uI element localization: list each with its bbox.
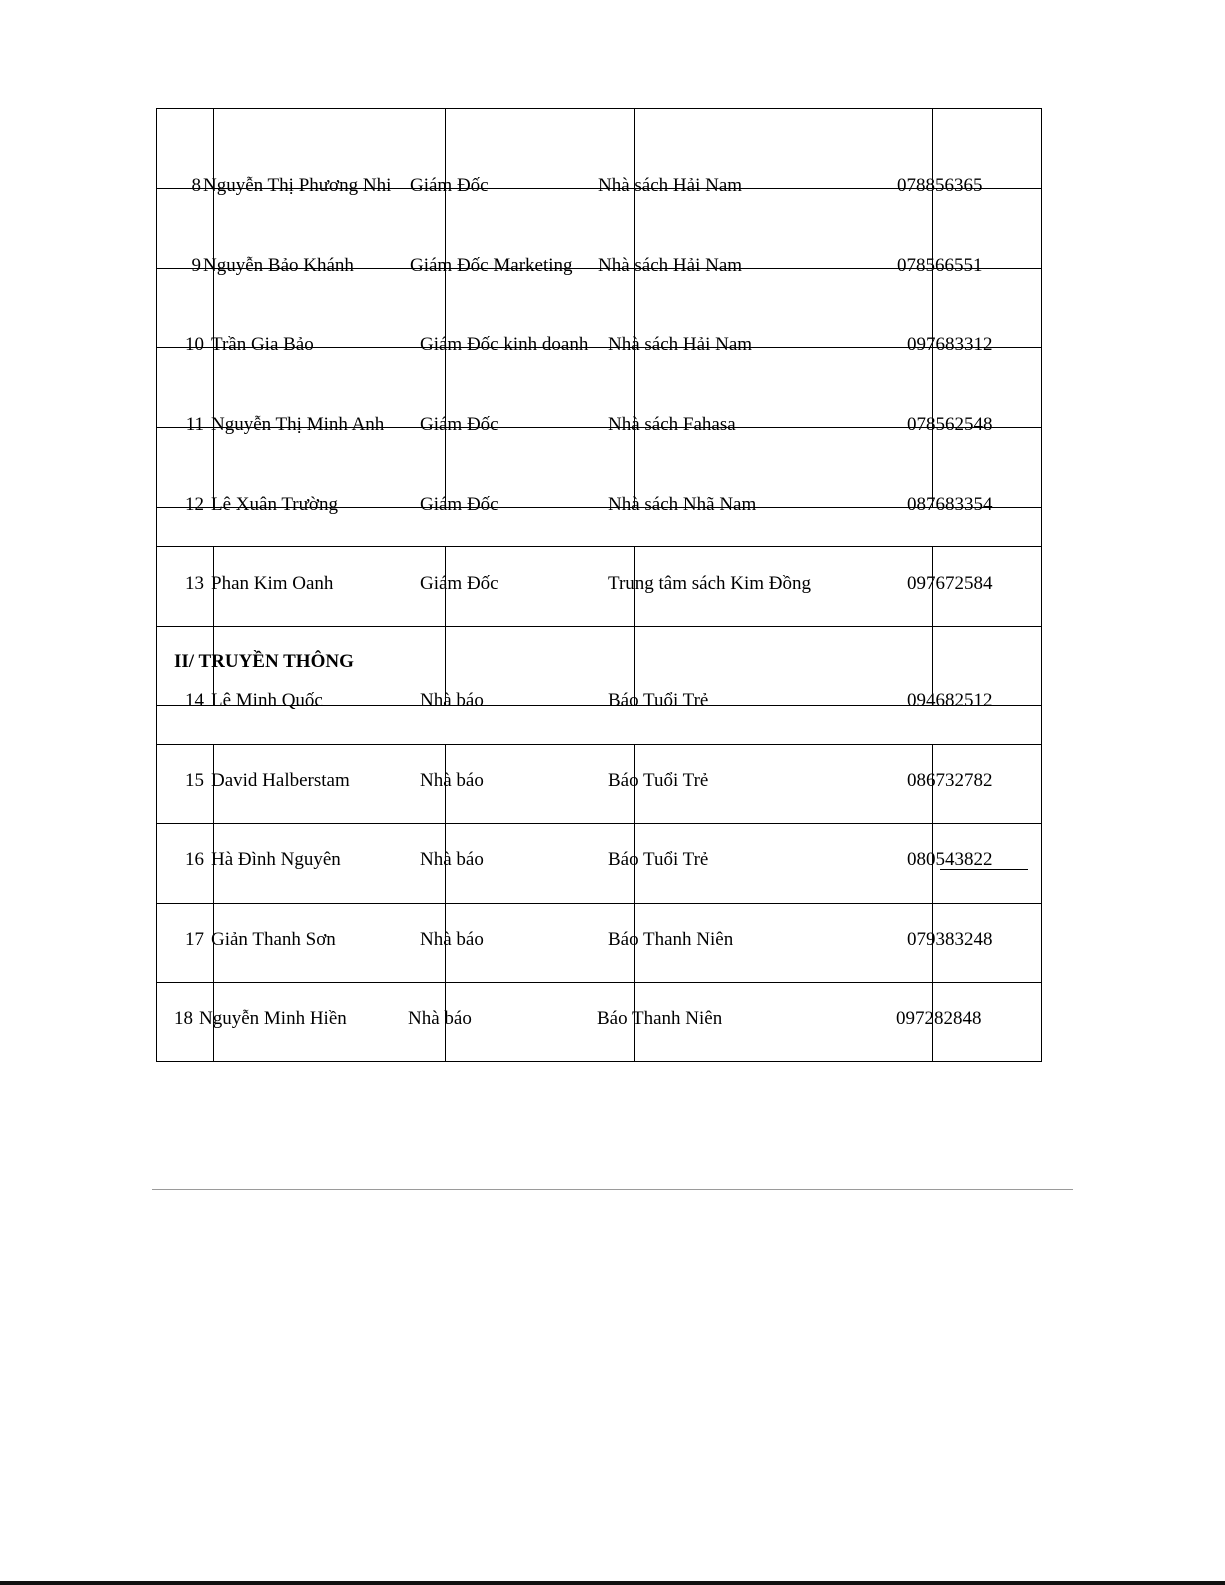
contact-organization: Trung tâm sách Kim Đồng [608, 573, 812, 594]
row-number: 11 [185, 414, 204, 435]
column-rule [213, 546, 214, 705]
contact-organization: Nhà sách Fahasa [608, 414, 736, 435]
contact-phone: 078566551 [897, 255, 983, 276]
row-rule [156, 546, 1042, 547]
contact-name: Lê Minh Quốc [211, 690, 323, 711]
row-number: 8 [191, 175, 201, 196]
row-number: 12 [185, 494, 204, 515]
contact-title: Giám Đốc kinh doanh [420, 334, 589, 355]
page-divider [152, 1189, 1073, 1190]
contact-title: Nhà báo [420, 849, 484, 870]
contact-phone: 078562548 [907, 414, 993, 435]
contact-phone: 078856365 [897, 175, 983, 196]
contact-organization: Nhà sách Hải Nam [598, 255, 743, 276]
row-rule [156, 823, 1042, 824]
page-bottom-edge [0, 1581, 1225, 1585]
contact-name: Giản Thanh Sơn [211, 929, 336, 950]
column-rule [634, 108, 635, 507]
contact-name: Nguyễn Thị Phương Nhi [203, 175, 392, 196]
contact-title: Giám Đốc [410, 175, 489, 196]
contact-phone: 079383248 [907, 929, 993, 950]
contact-name: Lê Xuân Trường [211, 494, 338, 515]
contact-title: Giám Đốc [420, 573, 499, 594]
row-number: 18 [174, 1008, 193, 1029]
column-rule [445, 108, 446, 507]
contact-phone: 080543822 [907, 849, 993, 870]
contact-name: Nguyễn Thị Minh Anh [211, 414, 385, 435]
contact-organization: Nhà sách Hải Nam [598, 175, 743, 196]
contact-title: Nhà báo [420, 770, 484, 791]
contact-title: Giám Đốc [420, 494, 499, 515]
contact-phone: 097672584 [907, 573, 993, 594]
contact-name: Phan Kim Oanh [211, 573, 334, 594]
section-heading: II/ TRUYỀN THÔNG [174, 651, 354, 672]
table-border-top [156, 108, 1042, 109]
column-rule [213, 108, 214, 507]
row-number: 13 [185, 573, 204, 594]
contact-phone: 094682512 [907, 690, 993, 711]
contact-organization: Báo Tuổi Trẻ [608, 849, 709, 870]
row-rule [156, 744, 1042, 745]
column-rule [634, 546, 635, 705]
contact-title: Giám Đốc [420, 414, 499, 435]
row-rule [156, 626, 1042, 627]
column-rule [932, 108, 933, 507]
contact-phone: 097683312 [907, 334, 993, 355]
contact-organization: Báo Tuổi Trẻ [608, 690, 709, 711]
contact-organization: Báo Tuổi Trẻ [608, 770, 709, 791]
contact-title: Nhà báo [408, 1008, 472, 1029]
contact-name: Hà Đình Nguyên [211, 849, 341, 870]
contact-name: Trần Gia Bảo [211, 334, 314, 355]
contact-organization: Nhà sách Hải Nam [608, 334, 753, 355]
table-border-bottom [156, 1061, 1042, 1062]
contact-phone: 097282848 [896, 1008, 982, 1029]
row-number: 17 [185, 929, 204, 950]
row-number: 15 [185, 770, 204, 791]
contact-organization: Báo Thanh Niên [608, 929, 734, 950]
row-rule [156, 903, 1042, 904]
contact-organization: Báo Thanh Niên [597, 1008, 723, 1029]
contact-name: David Halberstam [211, 770, 350, 791]
contact-title: Nhà báo [420, 929, 484, 950]
row-number: 9 [191, 255, 201, 276]
contact-phone: 087683354 [907, 494, 993, 515]
column-rule [932, 546, 933, 705]
contact-phone: 086732782 [907, 770, 993, 791]
phone-underline [940, 869, 1028, 870]
row-number: 16 [185, 849, 204, 870]
contact-name: Nguyễn Minh Hiền [199, 1008, 347, 1029]
row-rule [156, 982, 1042, 983]
contact-title: Giám Đốc Marketing [410, 255, 573, 276]
row-number: 10 [185, 334, 204, 355]
contact-organization: Nhà sách Nhã Nam [608, 494, 757, 515]
column-rule [445, 546, 446, 705]
contact-name: Nguyễn Bảo Khánh [203, 255, 354, 276]
row-number: 14 [185, 690, 204, 711]
contact-title: Nhà báo [420, 690, 484, 711]
table-border-right [1041, 108, 1042, 1062]
